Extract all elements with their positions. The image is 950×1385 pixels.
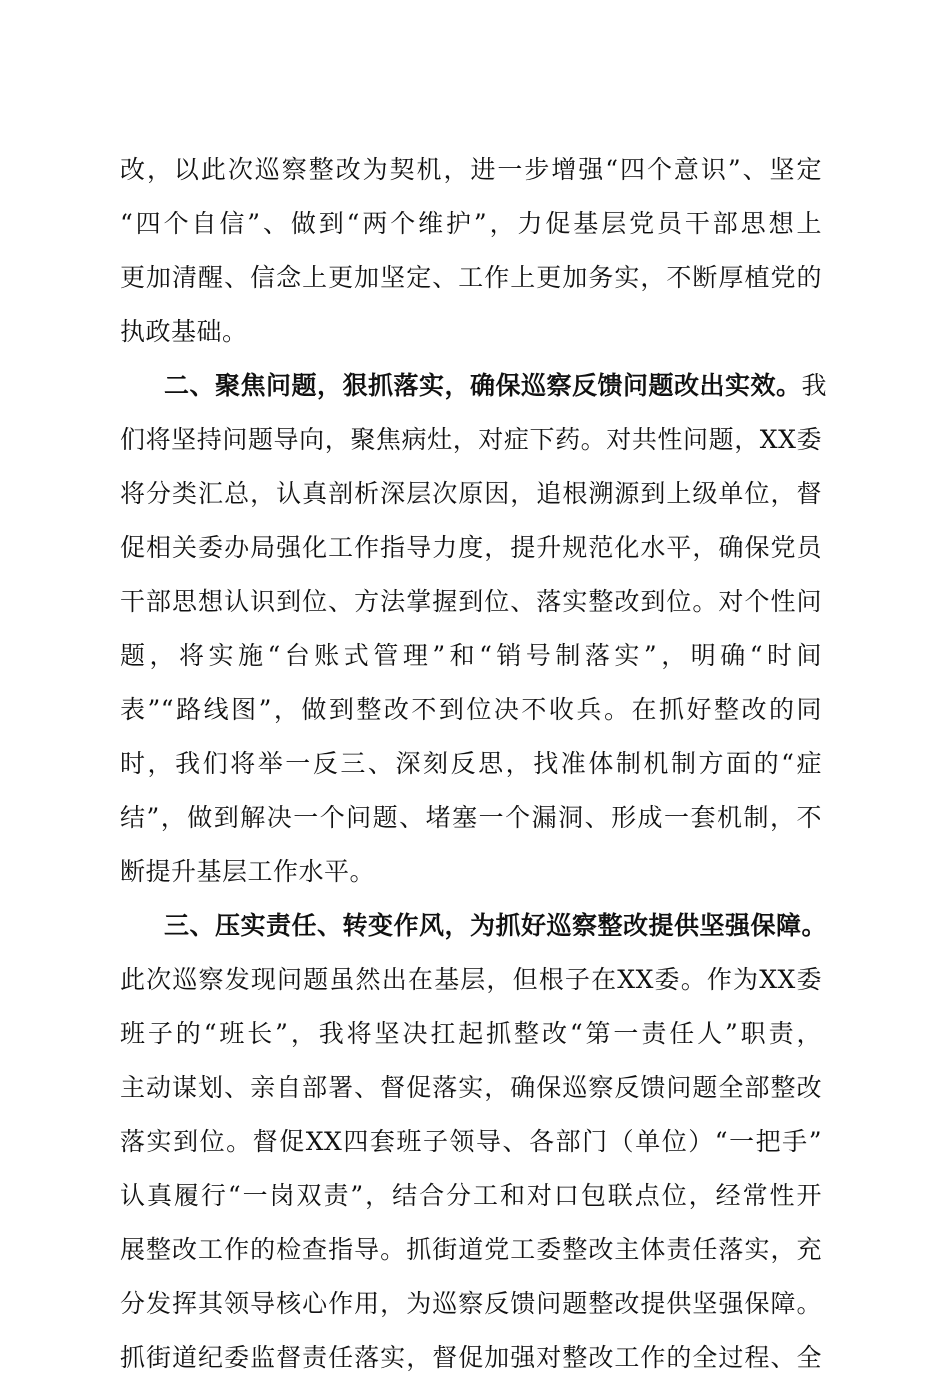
text-line: 展整改工作的检查指导。抓街道党工委整改主体责任落实，充 — [120, 1235, 822, 1264]
text-line: 抓街道纪委监督责任落实，督促加强对整改工作的全过程、全 — [120, 1343, 822, 1372]
text-line: 将分类汇总，认真剖析深层次原因，追根溯源到上级单位，督 — [120, 479, 822, 508]
text-line: 认真履行“一岗双责”，结合分工和对口包联点位，经常性开 — [120, 1181, 822, 1210]
text-line: 班子的“班长”，我将坚决扛起抓整改“第一责任人”职责， — [120, 1019, 822, 1048]
section-heading-line — [120, 899, 828, 953]
document-page — [120, 143, 828, 1385]
text-line: 干部思想认识到位、方法掌握到位、落实整改到位。对个性问 — [120, 587, 822, 616]
text-line: “四个自信”、做到“两个维护”，力促基层党员干部思想上 — [120, 209, 822, 238]
section-heading-line — [120, 359, 828, 413]
text-line: 促相关委办局强化工作指导力度，提升规范化水平，确保党员 — [120, 533, 822, 562]
section-heading: 三、压实责任、转变作风，为抓好巡察整改提供坚强保障。 — [164, 911, 828, 940]
text-line: 题，将实施“台账式管理”和“销号制落实”，明确“时间 — [120, 641, 822, 670]
text-line: 落实到位。督促XX四套班子领导、各部门（单位）“一把手” — [120, 1127, 822, 1156]
text-line: 表”“路线图”，做到整改不到位决不收兵。在抓好整改的同 — [120, 695, 822, 724]
text-line: 们将坚持问题导向，聚焦病灶，对症下药。对共性问题，XX委 — [120, 425, 822, 454]
text-line: 改，以此次巡察整改为契机，进一步增强“四个意识”、坚定 — [120, 155, 822, 184]
text-line: 断提升基层工作水平。 — [120, 857, 376, 886]
section-heading: 二、聚焦问题，狠抓落实，确保巡察反馈问题改出实效。 — [164, 371, 802, 400]
text-line: 时，我们将举一反三、深刻反思，找准体制机制方面的“症 — [120, 749, 822, 778]
text-line: 主动谋划、亲自部署、督促落实，确保巡察反馈问题全部整改 — [120, 1073, 822, 1102]
text-line: 更加清醒、信念上更加坚定、工作上更加务实，不断厚植党的 — [120, 263, 822, 292]
text-fragment: 我 — [801, 371, 828, 400]
text-line: 此次巡察发现问题虽然出在基层，但根子在XX委。作为XX委 — [120, 965, 822, 994]
text-line: 执政基础。 — [120, 317, 248, 346]
text-line: 结”，做到解决一个问题、堵塞一个漏洞、形成一套机制，不 — [120, 803, 822, 832]
text-line: 分发挥其领导核心作用，为巡察反馈问题整改提供坚强保障。 — [120, 1289, 822, 1318]
